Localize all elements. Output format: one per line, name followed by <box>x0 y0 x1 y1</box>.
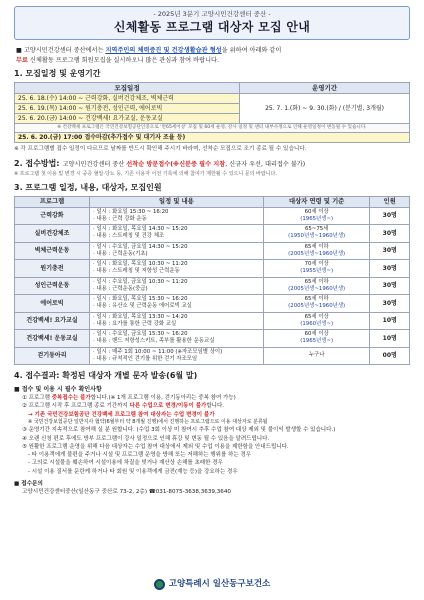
program-target-birth: (1950년생~1960년생) <box>288 233 346 240</box>
program-name: 원기충전 <box>15 260 90 278</box>
program-target-birth: (1965년생~) <box>300 338 334 345</box>
program-row <box>15 330 410 348</box>
program-row <box>15 295 410 313</box>
program-count: 30명 <box>370 225 410 243</box>
program-col-count: 인원 <box>370 196 410 207</box>
program-target <box>263 347 370 365</box>
note-1 <box>14 394 410 402</box>
schedule-col-period: 운영기간 <box>240 83 410 94</box>
program-count: 30명 <box>370 260 410 278</box>
program-row <box>15 277 410 295</box>
program-table <box>14 196 410 366</box>
intro-l1b: 지역주민의 체력증진 및 건강생활습관 형성 <box>105 47 222 55</box>
section4-title: 4. 접수결과: 확정된 대상자 개별 문자 발송(6월 말) <box>14 371 198 381</box>
section2 <box>14 159 410 169</box>
program-name: 벽체근력운동 <box>15 242 90 260</box>
program-target-age: 누구나 <box>308 352 325 359</box>
program-row <box>15 242 410 260</box>
intro-paragraph <box>14 46 410 65</box>
program-name: 건강백세! 요가교실 <box>15 312 90 330</box>
intro-l2b: 신체활동 프로그램 회원모집을 실시하오니 많은 관심과 참여 바랍니다. <box>27 56 220 64</box>
section2-note: ※ 프로그램 첫 이용 및 변경 시 중증 혈압·당뇨 등, 기존 이용자 이전 기록에 의해 참여가 제한될 수 있으니 문의 바랍니다. <box>14 171 277 178</box>
program-row <box>15 347 410 365</box>
contact-line: 고양시민건강센터중산(일산동구 중산로 73-2, 2층) ☎031-8075-3638,3639,3640 <box>22 489 231 496</box>
program-content: · 내용 : 근력 강화 운동 <box>93 215 147 222</box>
program-name: 실버건강체조 <box>15 225 90 243</box>
program-count: 30명 <box>370 242 410 260</box>
program-name: 걷기동아리 <box>15 347 90 365</box>
org-emblem-icon <box>154 579 165 590</box>
intro-l1c: 을 위하여 아래와 같이 <box>221 47 282 55</box>
program-count: 30명 <box>370 207 410 225</box>
note-2-b: 다른 수업으로 변경/이동이 불가 <box>129 403 207 410</box>
program-content: · 내용 : 스트레칭 및 저항성 근력운동 <box>93 268 180 275</box>
program-time: · 일시 : 수요일, 금요일 10:30 ~ 11:20 <box>93 278 188 285</box>
section1-title: 1. 모집일정 및 운영기간 <box>14 69 101 79</box>
schedule-warning: ※ 각 프로그램별 접수 일정이 다르므로 날짜를 반드시 확인해 주시기 바라며, 선착순 모집으로 조기 종료 될 수 있습니다. <box>14 146 307 153</box>
program-time: · 일시 : 화요일, 목요일 13:30 ~ 14:20 <box>93 313 188 320</box>
program-row <box>15 312 410 330</box>
program-time: · 일시 : 수요일, 금요일 14:30 ~ 15:20 <box>93 243 188 250</box>
program-row <box>15 225 410 243</box>
program-content: · 내용 : 스트레칭 및 건강 체조 <box>93 233 165 240</box>
program-target <box>263 295 370 313</box>
note-5: ③ 운영기간 지속적으로 참여해 실 분 원합니다. (수업 3회 이상 미 참여시 추후 수업 참여 대상 제외 및 불이익 발생할 수 있습니다.) <box>22 427 336 434</box>
program-target-age: 65세 이하 <box>304 278 329 285</box>
program-name: 근력강화 <box>15 207 90 225</box>
schedule-row-3: 25. 6. 20.(금) 14:00 ~ 건강백세! 요가교실, 운동교실 <box>15 114 240 124</box>
section2-body-c: , 신규자 우선, 대리접수 불가) <box>225 161 306 169</box>
note-8: - 타 이용객에게 불편을 주거나 시설 및 프로그램 운영을 방해 또는 저해하는 행위를 하는 경우 <box>28 452 252 459</box>
program-schedule <box>90 330 264 348</box>
program-schedule <box>90 260 264 278</box>
program-time: · 일시 : 수요일, 금요일 15:30 ~ 16:20 <box>93 331 188 338</box>
program-count: 30명 <box>370 277 410 295</box>
program-target-birth: (1960년생~) <box>300 320 334 327</box>
program-target <box>263 242 370 260</box>
program-schedule <box>90 242 264 260</box>
section2-body-a: 고양시민건강센터 중산 <box>62 161 127 169</box>
program-content: · 내용 : 근력운동(중급) <box>93 285 148 292</box>
header-box <box>14 6 410 40</box>
note-7: ⑤ 원활한 프로그램 운영을 위해 다음 대상자는 수업 참여 대상에서 제외 및 수업 이용을 제한함을 안내드립니다. <box>22 443 289 450</box>
program-content: · 내용 : 요가를 통한 근력 강화 교실 <box>93 320 177 327</box>
note-2-c: 합니다. <box>206 403 225 410</box>
note-1-a: ① 프로그램 <box>22 395 52 402</box>
program-count: 10명 <box>370 312 410 330</box>
section2-body-b: 선착순 방문접수(※신분증 필수 지참 <box>126 161 226 169</box>
notes-block <box>14 385 410 476</box>
program-target <box>263 330 370 348</box>
schedule-note: ※ 건강백세 프로그램은 국민건강보험공단인증으로 ‘만65세이상’ 모집 및 60세 운영, 강사 일정 및 센터 내부사정으로 인해 운영일정이 변동될 수 있습니다. <box>15 124 410 133</box>
program-name: 에어로빅 <box>15 295 90 313</box>
program-schedule <box>90 295 264 313</box>
program-target <box>263 207 370 225</box>
program-schedule <box>90 225 264 243</box>
note-1-b: 중복접수는 불가 <box>51 395 91 402</box>
program-target-birth: (2005년생~1960년생) <box>288 250 346 257</box>
program-time: · 일시 : 매주 1회 10:00 ~ 11:00 (※자조모임별 상이) <box>93 348 223 355</box>
program-count: 00명 <box>370 347 410 365</box>
program-content: · 내용 : 근력운동(기초) <box>93 250 148 257</box>
program-target <box>263 277 370 295</box>
note-2 <box>14 402 410 410</box>
program-schedule <box>90 347 264 365</box>
program-schedule <box>90 312 264 330</box>
note-10: - 시설 이용 질서를 문란케 하거나 타 회원 및 이용객에게 금전(재능 등)을 강요하는 경우 <box>28 468 238 475</box>
program-target-age: 65세 이상 <box>304 313 329 320</box>
operation-period: 25. 7. 1.(화) ~ 9. 30.(화) / (분기별, 3개월) <box>240 94 410 124</box>
program-col-schedule: 일정 및 내용 <box>90 196 264 207</box>
program-row <box>15 207 410 225</box>
note-1-c: 합니다.(※ 1개 프로그램 이용, 걷기동아리는 중복 참여 가능) <box>90 395 236 402</box>
program-target <box>263 225 370 243</box>
program-col-target: 대상자 연령 및 기준 <box>263 196 370 207</box>
intro-l2a: 무료 <box>16 56 28 64</box>
header-subtitle: - 2025년 3분기 고양시민건강센터 중산 - <box>153 10 271 18</box>
program-time: · 일시 : 화요일, 목요일 15:30 ~ 16:20 <box>93 296 188 303</box>
note-9: - 고의로 시설물을 훼손하여 시설이용에 차질을 빚거나 재산상 손해를 초래한 경우 <box>28 460 223 467</box>
program-schedule <box>90 277 264 295</box>
program-col-name: 프로그램 <box>15 196 90 207</box>
program-time: · 일시 : 화요일, 목요일 14:30 ~ 15:20 <box>93 226 188 233</box>
program-target-age: 60세 이상 <box>304 331 329 338</box>
section3-title: 3. 프로그램 일정, 내용, 대상자, 모집인원 <box>14 182 162 192</box>
program-count: 30명 <box>370 295 410 313</box>
contact-block <box>14 480 410 497</box>
org-name: 고양특례시 일산동구보건소 <box>168 578 271 589</box>
program-target-birth: (2005년생~1960년생) <box>288 303 346 310</box>
org-logo <box>154 579 271 590</box>
intro-l1a: ■ 고양시민건강센터 중산에서는 <box>16 47 106 55</box>
page-title: 신체활동 프로그램 대상자 모집 안내 <box>113 20 311 35</box>
program-target <box>263 312 370 330</box>
program-row <box>15 260 410 278</box>
schedule-row-deadline: 25. 6. 20.(금) 17:00 접수마감(추가접수 및 대기자 조율 등) <box>15 133 410 143</box>
note-6: ④ 오랜 신청 편로 후에도 방부 프로그램이 강사 일정으로 인해 휴강 및 변동 될 수 있음을 알려드립니다. <box>22 435 270 442</box>
note-3: → 기존 국민건강보험공단 건강백세 프로그램 참여 대상자는 수업 변경이 불가 <box>28 411 215 418</box>
program-count: 10명 <box>370 330 410 348</box>
schedule-table <box>14 82 410 143</box>
program-time: · 일시 : 화요일, 목요일 10:30 ~ 11:20 <box>93 261 188 268</box>
notes-header: ■ 접수 및 이용 시 필수 확인사항 <box>14 386 102 394</box>
program-target-birth: (1965년생~) <box>300 215 334 222</box>
program-target-birth: (1955년생~) <box>300 268 334 275</box>
schedule-col-recruit: 모집일정 <box>15 83 240 94</box>
schedule-row-2: 25. 6. 19.(목) 14:00 ~ 원기충전, 성인근력, 에어로빅 <box>15 104 240 114</box>
program-content: · 내용 : 유산소 및 근력운동 에어로빅 교실 <box>93 303 192 310</box>
program-target-age: 65세 이하 <box>304 296 329 303</box>
footer <box>0 579 424 593</box>
contact-header: ■ 접수문의 <box>14 480 43 487</box>
program-name: 건강백세! 운동교실 <box>15 330 90 348</box>
note-4: ※ 국민건강보험공단 일반지사 협약(6월부터 약 8개월 진행)에서 진행하는 프로그램으로 이용 대상자로 분류됨 <box>28 418 268 425</box>
program-name: 성인근력운동 <box>15 277 90 295</box>
program-content: · 내용 : 밴드 저항성스키트, 족부를 활용한 운동교실 <box>93 338 215 345</box>
section2-title: 2. 접수방법: <box>14 159 60 169</box>
program-target-age: 65세 이하 <box>304 243 329 250</box>
program-schedule <box>90 207 264 225</box>
program-table-body <box>15 207 410 365</box>
note-2-a: ② 프로그램 시작 후 프로그램 종료 기간까지 <box>22 403 130 410</box>
program-content: · 내용 : 규칙적인 걷기를 위한 걷기 자조모임 <box>93 355 198 362</box>
schedule-row-1: 25. 6. 18.(수) 14:00 ~ 근력강화, 실버건강체조, 벽체근력 <box>15 94 240 104</box>
program-target-age: 65~75세 <box>304 226 329 233</box>
program-time: · 일시 : 화요일 15:30 ~ 16:20 <box>93 208 169 215</box>
program-target-age: 60세 이상 <box>304 208 329 215</box>
program-target-birth: (2005년생~1960년생) <box>288 285 346 292</box>
program-target-age: 70세 이상 <box>304 261 329 268</box>
program-target <box>263 260 370 278</box>
